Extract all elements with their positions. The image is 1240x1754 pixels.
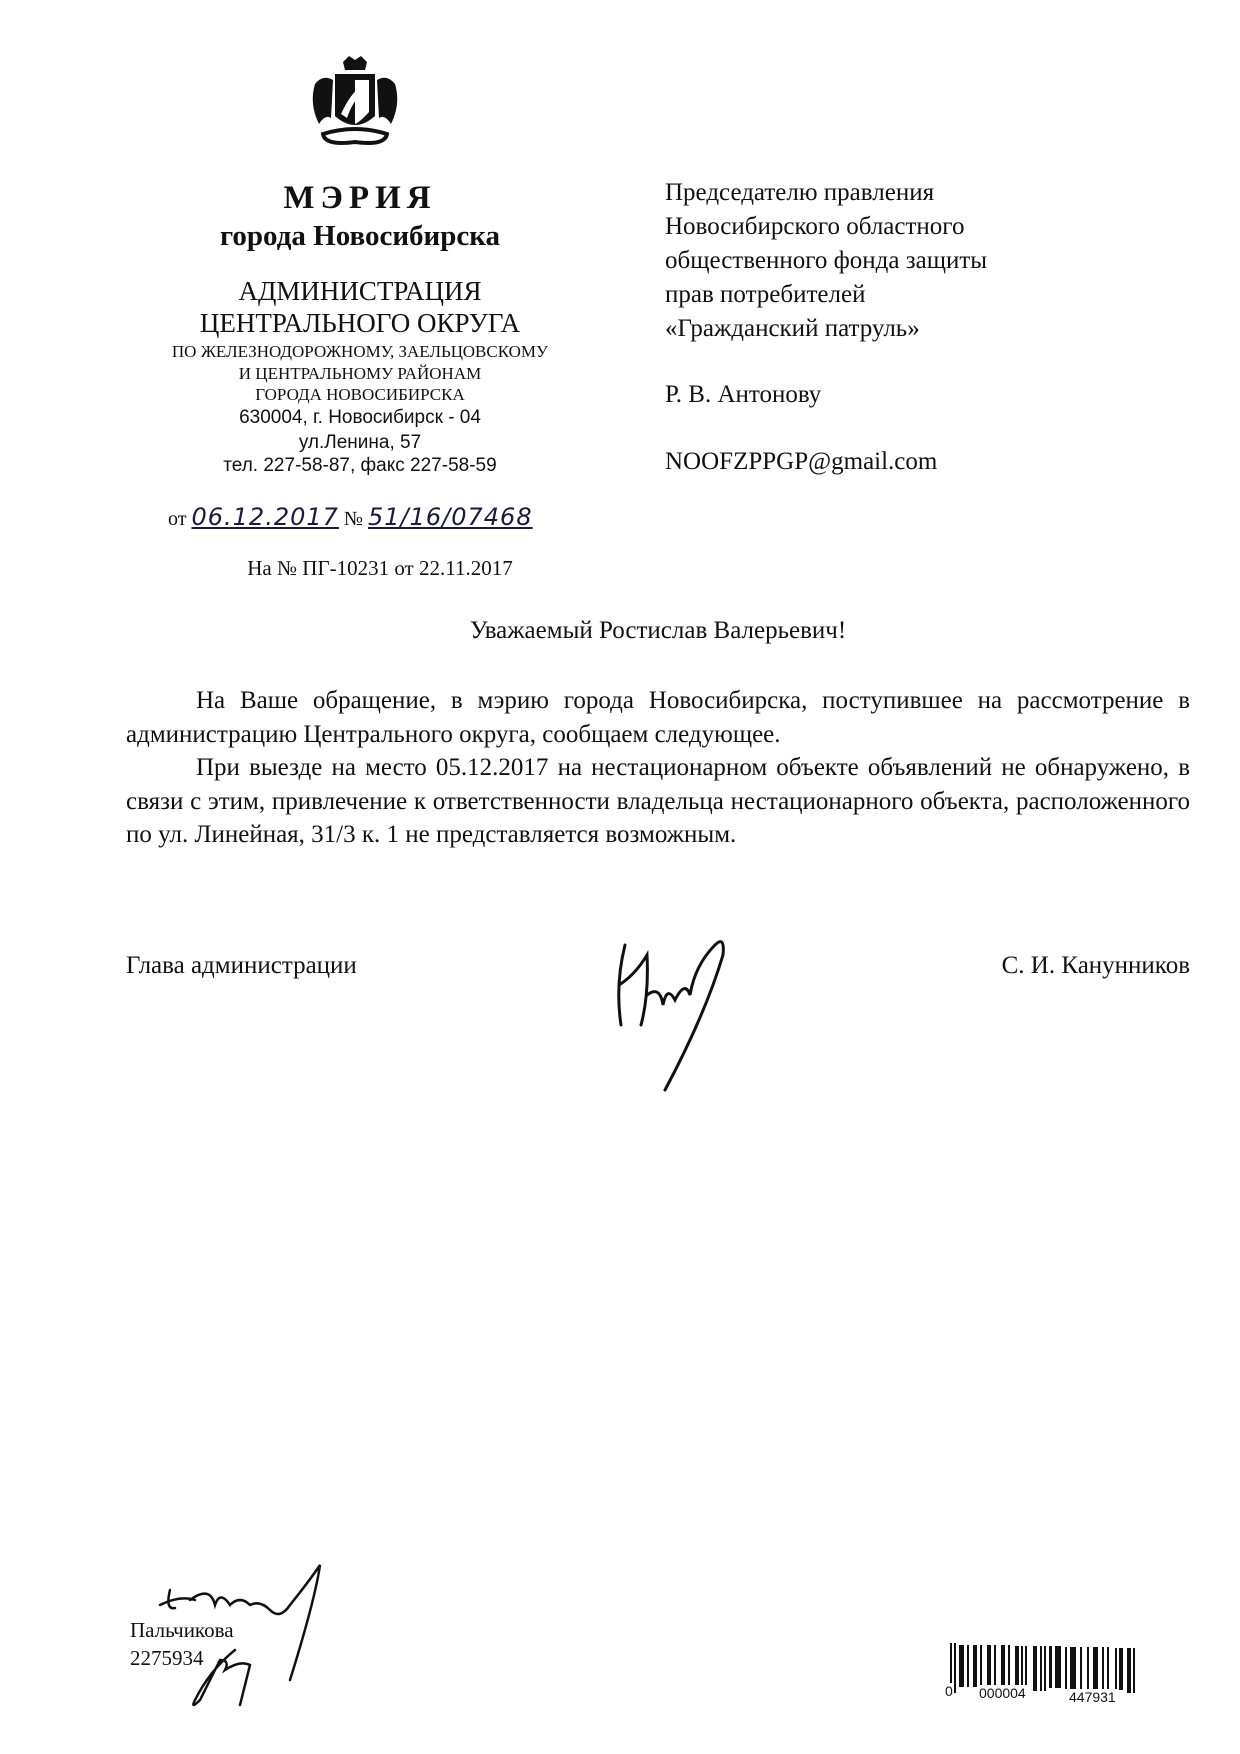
date-prefix: от (168, 508, 187, 530)
reply-reference: На № ПГ-10231 от 22.11.2017 (247, 556, 513, 580)
number-prefix: № (343, 508, 363, 530)
district-line-1: ПО ЖЕЛЕЗНОДОРОЖНОМУ, ЗАЕЛЬЦОВСКОМУ (171, 342, 549, 361)
district-line-3: ГОРОДА НОВОСИБИРСКА (255, 385, 465, 404)
paragraph: При выезде на место 05.12.2017 на нестационарном объекте объявлений не обнаружено, в связи с этим, привлечение к ответственности владельца нестационарного объекта, расположенного по ул. Линейная, 31/3 к. 1 не представляется возможным. (126, 754, 1190, 848)
coat-of-arms-icon (305, 54, 405, 154)
recipient-line: прав потребителей (665, 281, 866, 308)
barcode-left-digit: 0 (945, 1683, 953, 1699)
executor-phone: 2275934 (130, 1646, 204, 1670)
handwritten-date: 06.12.2017 (191, 503, 339, 531)
executor-name: Пальчикова (130, 1618, 234, 1642)
phone-fax: тел. 227-58-87, факс 227-58-59 (223, 455, 497, 476)
recipient-line: «Гражданский патруль» (665, 315, 920, 342)
barcode-right-digits: 447931 (1069, 1689, 1116, 1705)
org-line-2: ЦЕНТРАЛЬНОГО ОКРУГА (199, 308, 521, 338)
barcode-middle-digits: 000004 (979, 1685, 1026, 1701)
org-line-1: АДМИНИСТРАЦИЯ (238, 276, 482, 306)
letter-body (126, 684, 1190, 852)
signer-position: Глава администрации (126, 952, 357, 979)
recipient-line: общественного фонда защиты (665, 247, 988, 274)
handwritten-signature (605, 925, 750, 1100)
executor-signature (140, 1560, 340, 1730)
handwritten-number: 51/16/07468 (368, 503, 533, 531)
barcode (935, 1643, 1145, 1708)
address-line-2: ул.Ленина, 57 (298, 432, 422, 453)
recipient-block (665, 176, 987, 346)
recipient-name: Р. В. Антонову (665, 381, 822, 408)
outgoing-ref (168, 503, 533, 531)
paragraph: На Ваше обращение, в мэрию города Новосибирска, поступившее на рассмотрение в администрацию Центрального округа, сообщаем следующее. (126, 687, 1190, 748)
address-line-1: 630004, г. Новосибирск - 04 (239, 407, 481, 428)
recipient-email: NOOFZPPGP@gmail.com (665, 448, 938, 475)
mayoralty-title: МЭРИЯ (283, 180, 437, 216)
greeting: Уважаемый Ростислав Валерьевич! (469, 617, 847, 644)
recipient-line: Новосибирского областного (665, 213, 965, 240)
city-subtitle: города Новосибирска (219, 220, 501, 252)
signer-name: С. И. Канунников (1001, 952, 1190, 979)
district-line-2: И ЦЕНТРАЛЬНОМУ РАЙОНАМ (238, 364, 482, 383)
recipient-line: Председателю правления (665, 179, 935, 206)
